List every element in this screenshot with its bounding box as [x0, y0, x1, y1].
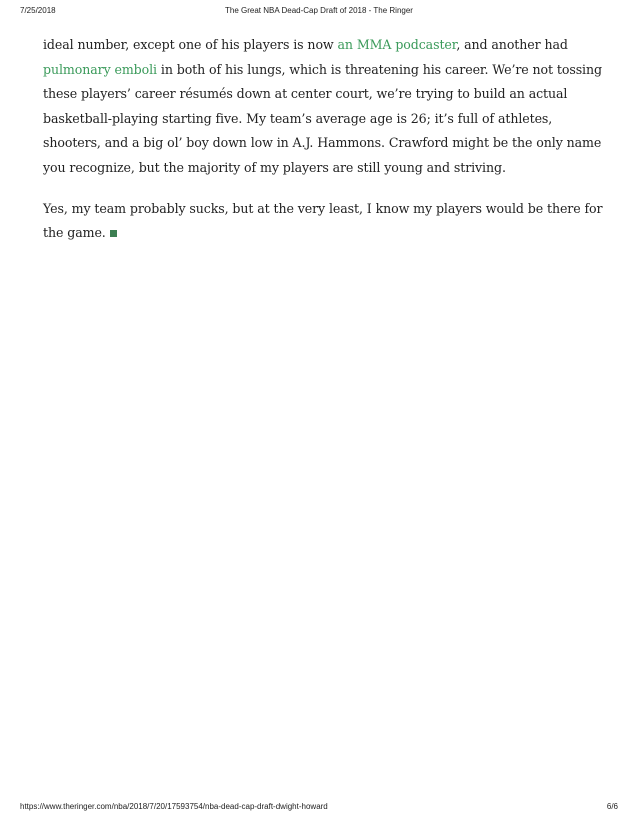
mma-podcaster-link[interactable]: an MMA podcaster	[337, 37, 457, 52]
paragraph-text: ideal number, except one of his players is now	[43, 37, 338, 52]
print-date: 7/25/2018	[20, 6, 56, 15]
paragraph	[43, 33, 603, 181]
article-body	[43, 33, 603, 262]
paragraph-text: , and another had	[456, 37, 568, 52]
end-of-article-mark-icon	[110, 230, 117, 237]
paragraph-text: in both of his lungs, which is threatening his career. We’re not tossing these players’ career résumés down at center court, we’re trying to build an actual basketball-playing starting five. My team’s average age is 26; it’s full of athletes, shooters, and a big ol’ boy down low in A.J. Hammons. Crawford might be the only name you recognize, but the majority of my players are still young and striving.	[43, 61, 602, 175]
page-title: The Great NBA Dead-Cap Draft of 2018 - The Ringer	[225, 6, 413, 15]
paragraph-text: Yes, my team probably sucks, but at the very least, I know my players would be there for the game.	[43, 200, 603, 241]
paragraph	[43, 197, 603, 246]
print-footer	[20, 802, 618, 814]
page-number: 6/6	[606, 802, 618, 811]
print-header	[20, 6, 618, 20]
pulmonary-emboli-link[interactable]: pulmonary emboli	[43, 61, 157, 77]
page-url: https://www.theringer.com/nba/2018/7/20/17593754/nba-dead-cap-draft-dwight-howard	[20, 802, 328, 811]
